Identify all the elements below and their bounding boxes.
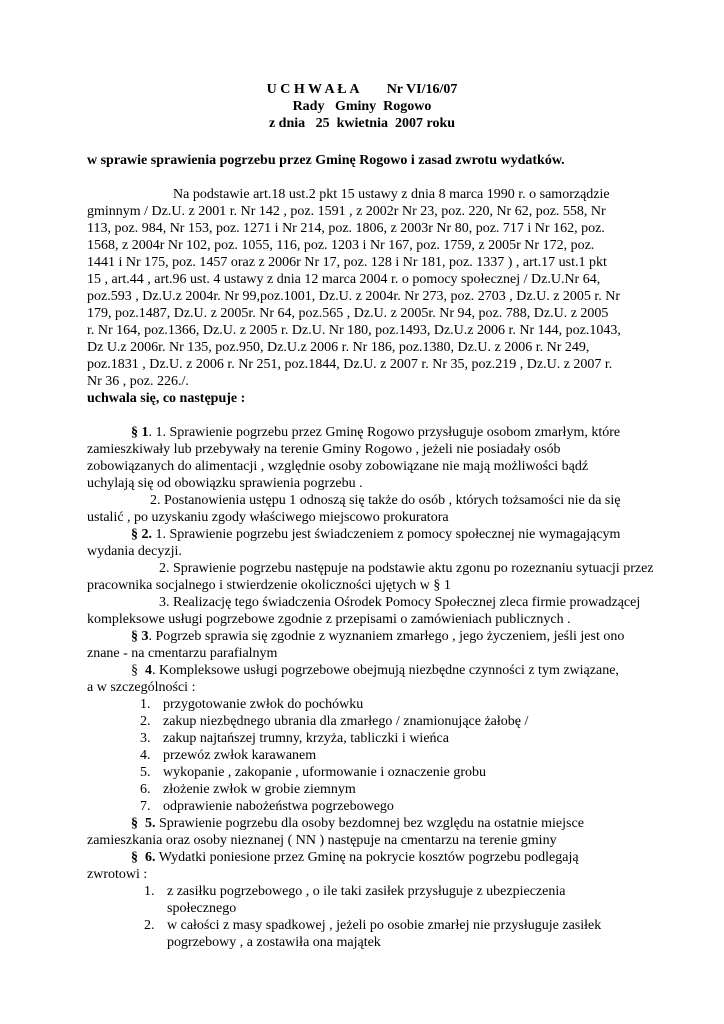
section-1-line-3: zobowiązanych do alimentacji , względnie osoby zobowiązane nie mają możliwości bądź [87, 459, 589, 474]
resolution-subject: w sprawie sprawienia pogrzebu przez Gminę Rogowo i zasad zwrotu wydatków. [87, 153, 565, 168]
section-2-para-3-cont: kompleksowe usługi pogrzebowe zgodnie z przepisami o zamówieniach publicznych . [87, 612, 571, 627]
title-line-2: Rady Gminy Rogowo [292, 99, 432, 114]
list-item: 5. wykopanie , zakopanie , uformowanie i oznaczenie grobu [140, 765, 487, 780]
section-3-mark: § 3 [131, 629, 149, 644]
section-4-text: . Kompleksowe usługi pogrzebowe obejmują niezbędne czynności z tym związane, [152, 663, 619, 678]
section-5-para [131, 815, 677, 832]
list-item: 1. przygotowanie zwłok do pochówku [140, 697, 364, 712]
list-item-cont: społecznego [167, 901, 237, 916]
section-6-text: Wydatki poniesione przez Gminę na pokrycie kosztów pogrzebu podlegają [155, 850, 579, 865]
list-item: 4. przewóz zwłok karawanem [140, 748, 317, 763]
list-item: 1. z zasiłku pogrzebowego , o ile taki zasiłek przysługuje z ubezpieczenia [144, 884, 566, 899]
section-2-para-3: 3. Realizację tego świadczenia Ośrodek Pomocy Społecznej zleca firmie prowadzącej [159, 595, 641, 610]
basis-line-3: 113, poz. 984, Nr 153, poz. 1271 i Nr 214, poz. 1806, z 2003r Nr 80, poz. 717 i Nr 162, poz. [87, 221, 605, 236]
basis-line-11: poz.1831 , Dz.U. z 2006 r. Nr 251, poz.1844, Dz.U. z 2007 r. Nr 35, poz.219 , Dz.U. z 2007 r. [87, 357, 613, 372]
basis-line-6: 15 , art.44 , art.96 ust. 4 ustawy z dnia 12 marca 2004 r. o pomocy społecznej / Dz.U.Nr 64, [87, 272, 601, 287]
basis-line-9: r. Nr 164, poz.1366, Dz.U. z 2005 r. Dz.U. Nr 180, poz.1493, Dz.U.z 2006 r. Nr 144, poz.1043, [87, 323, 621, 338]
section-4-cont: a w szczególności : [87, 680, 196, 695]
section-6-mark: § 6. [131, 850, 156, 865]
section-2-para-1 [131, 526, 677, 543]
basis-line-12: Nr 36 , poz. 226./. [87, 374, 189, 389]
list-item: 7. odprawienie nabożeństwa pogrzebowego [140, 799, 394, 814]
resolves-clause: uchwala się, co następuje : [87, 391, 246, 406]
list-item: 3. zakup najtańszej trumny, krzyża, tabliczki i wieńca [140, 731, 449, 746]
section-6-para [131, 849, 677, 866]
section-1-text: . 1. Sprawienie pogrzebu przez Gminę Rogowo przysługuje osobom zmarłym, które [148, 425, 621, 440]
section-2-para-2: 2. Sprawienie pogrzebu następuje na podstawie aktu zgonu po rozeznaniu sytuacji przez [159, 561, 654, 576]
title-line-1: U C H W A Ł A Nr VI/16/07 [266, 82, 458, 97]
basis-line-1: Na podstawie art.18 ust.2 pkt 15 ustawy z dnia 8 marca 1990 r. o samorządzie [173, 187, 610, 202]
section-3-text: . Pogrzeb sprawia się zgodnie z wyznaniem zmarłego , jego życzeniem, jeśli jest ono [148, 629, 625, 644]
basis-line-5: 1441 i Nr 175, poz. 1457 oraz z 2006r Nr 17, poz. 128 i Nr 181, poz. 1337 ) , art.17 ust.1 pkt [87, 255, 607, 270]
basis-line-10: Dz U.z 2006r. Nr 135, poz.950, Dz.U.z 2006 r. Nr 186, poz.1380, Dz.U. z 2006 r. Nr 249, [87, 340, 590, 355]
section-1-mark: § 1 [131, 425, 149, 440]
section-1-line-2: zamieszkiwały lub przebywały na terenie Gminy Rogowo , jeżeli nie posiadały osób [87, 442, 561, 457]
section-4-mark: 4 [145, 663, 152, 678]
section-3-para [131, 628, 677, 645]
section-3-cont: znane - na cmentarzu parafialnym [87, 646, 278, 661]
list-item-cont: pogrzebowy , a zostawiła ona majątek [167, 935, 381, 950]
section-4-para [131, 662, 677, 679]
basis-line-4: 1568, z 2004r Nr 102, poz. 1055, 116, poz. 1203 i Nr 167, poz. 1759, z 2005r Nr 172, poz. [87, 238, 595, 253]
section-1-para-1 [131, 424, 677, 441]
section-1-para-2: 2. Postanowienia ustępu 1 odnoszą się także do osób , których tożsamości nie da się [150, 493, 621, 508]
basis-line-7: poz.593 , Dz.U.z 2004r. Nr 99,poz.1001, Dz.U. z 2004r. Nr 273, poz. 2703 , Dz.U. z 2005 r. Nr [87, 289, 621, 304]
section-2-text: 1. Sprawienie pogrzebu jest świadczeniem z pomocy społecznej nie wymagającym [152, 527, 621, 542]
section-5-cont: zamieszkania oraz osoby nieznanej ( NN ) następuje na cmentarzu na terenie gminy [87, 833, 557, 848]
list-item: 6. złożenie zwłok w grobie ziemnym [140, 782, 356, 797]
resolution-title [0, 81, 724, 132]
basis-line-8: 179, poz.1487, Dz.U. z 2005r. Nr 64, poz.565 , Dz.U. z 2005r. Nr 94, poz. 788, Dz.U. z 2005 [87, 306, 609, 321]
list-item: 2. w całości z masy spadkowej , jeżeli po osobie zmarłej nie przysługuje zasiłek [144, 918, 602, 933]
section-5-text: Sprawienie pogrzebu dla osoby bezdomnej bez względu na ostatnie miejsce [155, 816, 584, 831]
section-4-prefix: § [131, 663, 145, 678]
section-2-para-2-cont: pracownika socjalnego i stwierdzenie okoliczności ujętych w § 1 [87, 578, 451, 593]
section-1-para-2-cont: ustalić , po uzyskaniu zgody właściwego miejscowo prokuratora [87, 510, 449, 525]
title-line-3: z dnia 25 kwietnia 2007 roku [268, 116, 456, 131]
basis-line-2: gminnym / Dz.U. z 2001 r. Nr 142 , poz. 1591 , z 2002r Nr 23, poz. 220, Nr 62, poz. 558, Nr [87, 204, 606, 219]
section-5-mark: § 5. [131, 816, 156, 831]
section-1-line-4: uchylają się od obowiązku sprawienia pogrzebu . [87, 476, 363, 491]
list-item: 2. zakup niezbędnego ubrania dla zmarłego / znamionujące żałobę / [140, 714, 529, 729]
section-2-mark: § 2. [131, 527, 152, 542]
section-2-para-1-cont: wydania decyzji. [87, 544, 182, 559]
section-6-cont: zwrotowi : [87, 867, 148, 882]
